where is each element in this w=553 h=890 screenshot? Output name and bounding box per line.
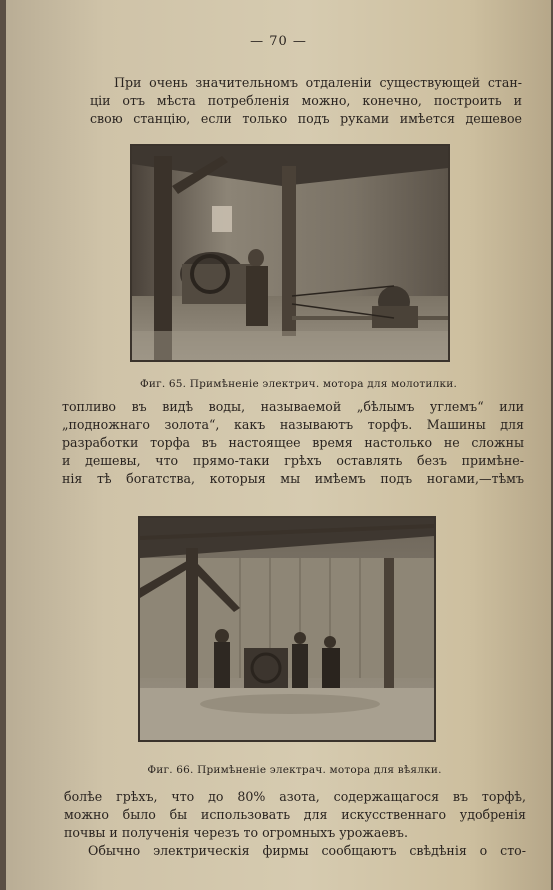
- text-line: нія тѣ богатства, которыя мы имѣемъ подъ ногами,—тѣмъ: [62, 471, 524, 486]
- text-line: почвы и полученія черезъ то огромныхъ урожаевъ.: [64, 825, 408, 840]
- figure-66-caption: Фиг. 66. Примѣненіе электрач. мотора для вѣялки.: [147, 764, 442, 776]
- text-line: разработки торфа въ настоящее время настолько не сложны: [62, 435, 524, 450]
- text-line: можно было бы использовать для искусственнаго удобренія: [64, 807, 526, 822]
- book-page: [6, 0, 551, 890]
- figure-65-photo: [130, 144, 450, 362]
- text-line: болѣе грѣхъ, что до 80% азота, содержащагося въ торфѣ,: [64, 789, 526, 804]
- winnowing-machine-photo: [140, 518, 434, 740]
- figure-65-caption: Фиг. 65. Примѣненіе электрич. мотора для молотилки.: [140, 378, 457, 390]
- page-number: — 70 —: [250, 34, 307, 49]
- text-line: При очень значительномъ отдаленіи существующей стан-: [114, 75, 522, 90]
- figure-66-photo: [138, 516, 436, 742]
- text-line: и дешевы, что прямо-таки грѣхъ оставлять безъ примѣне-: [62, 453, 524, 468]
- paragraph-1: [90, 74, 522, 128]
- paragraph-3: [64, 788, 526, 860]
- text-line: Обычно электрическія фирмы сообщаютъ свѣдѣнія о сто-: [88, 843, 526, 858]
- paragraph-2: [62, 398, 524, 488]
- text-line: „подножнаго золота“, какъ называютъ торфъ. Машины для: [62, 417, 524, 432]
- text-line: ціи отъ мѣста потребленія можно, конечно, построить и: [90, 93, 522, 108]
- text-line: свою станцію, если только подъ руками имѣется дешевое: [90, 111, 522, 126]
- threshing-machine-photo: [132, 146, 448, 360]
- text-line: топливо въ видѣ воды, называемой „бѣлымъ углемъ“ или: [62, 399, 524, 414]
